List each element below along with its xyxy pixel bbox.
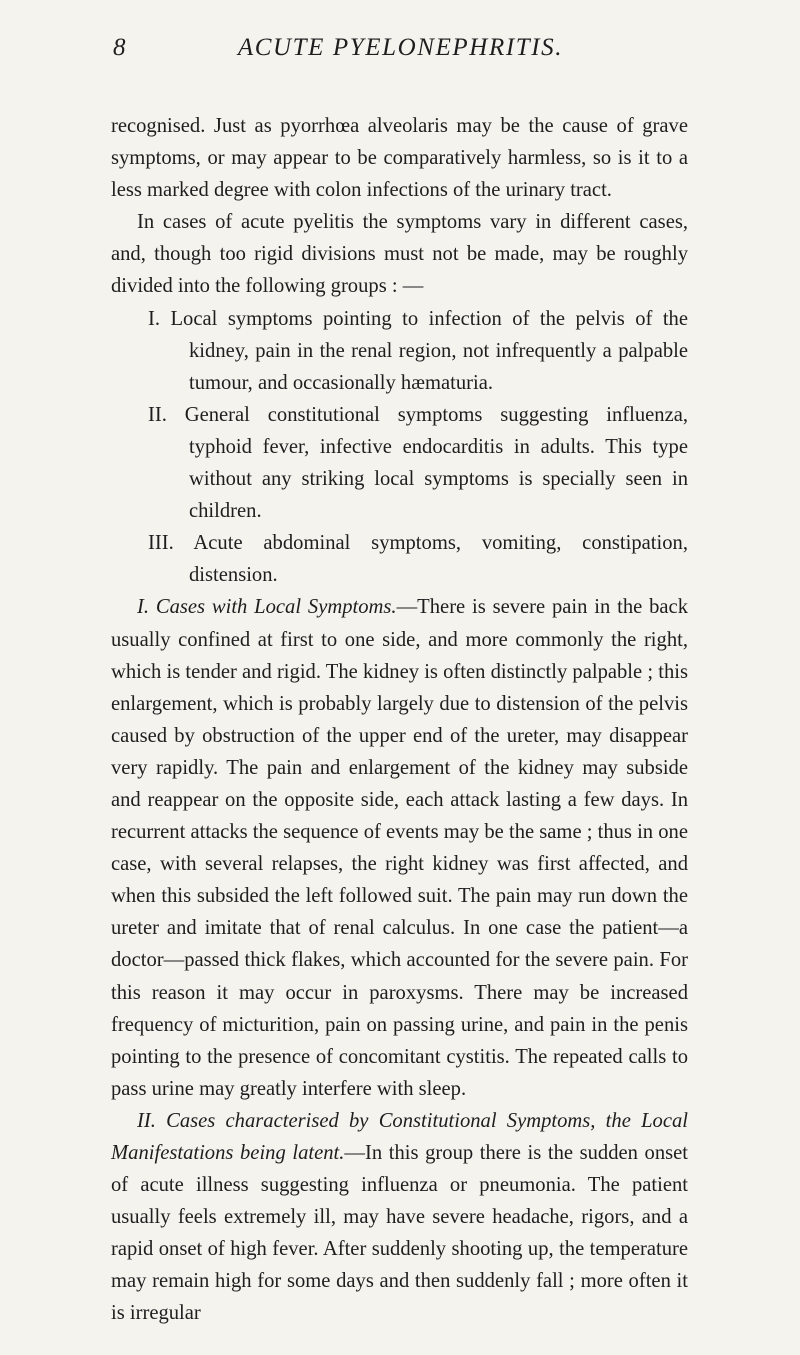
section-local-symptoms-title: I. Cases with Local Symptoms.: [137, 596, 397, 619]
section-local-symptoms-text: —There is severe pain in the back usually confined at first to one side, and more commonly the right, which is tender and rigid. The kidney is often distinctly palpable ; this enlargement, which is probably largely due to distension of the pelvis caused by obstruction of the upper end of the ureter, may disappear very rapidly. The pain and enlargement of the kidney may subside and reappear on the opposite side, each attack lasting a few days. In recurrent attacks the sequence of events may be the same ; thus in one case, with several relapses, the right kidney was first affected, and when this subsided the left followed suit. The pain may run down the ureter and imitate that of renal calculus. In one case the patient—a doctor—passed thick flakes, which accounted for the severe pain. For this reason it may occur in paroxysms. There may be increased frequency of micturition, pain on passing urine, and pain in the penis pointing to the presence of concomitant cystitis. The repeated calls to pass urine may greatly interfere with sleep.: [111, 596, 688, 1100]
group-item-1: I. Local symptoms pointing to infection of the pelvis of the kidney, pain in the renal region, not infrequently a palpable tumour, and occasionally hæmaturia.: [148, 307, 688, 394]
running-title: ACUTE PYELONEPHRITIS.: [237, 34, 564, 61]
group-item-3: III. Acute abdominal symptoms, vomiting, constipation, distension.: [148, 532, 688, 587]
section-constitutional-symptoms-title: II. Cases characterised by Constitutional Symptoms, the Local Manifestations being latent.: [111, 1109, 688, 1164]
section-constitutional-symptoms-text: —In this group there is the sudden onset of acute illness suggesting influenza or pneumonia. The patient usually feels extremely ill, may have severe headache, rigors, and a rapid onset of high fever. After suddenly shooting up, the temperature may remain high for some days and then suddenly fall ; more often it is irregular: [111, 1142, 689, 1325]
page-number: 8: [113, 34, 126, 61]
body-text: [111, 110, 688, 1330]
paragraph-groups: In cases of acute pyelitis the symptoms vary in different cases, and, though too rigid divisions must not be made, may be roughly divided into the following groups : —: [111, 211, 688, 298]
paragraph-intro: recognised. Just as pyorrhœa alveolaris may be the cause of grave symptoms, or may appear to be comparatively harmless, so is it to a less marked degree with colon infections of the urinary tract.: [111, 115, 688, 202]
group-item-2: II. General constitutional symptoms suggesting influenza, typhoid fever, infective endocarditis in adults. This type without any striking local symptoms is specially seen in children.: [148, 403, 688, 523]
section-local-symptoms: [111, 591, 688, 1105]
running-head: [113, 34, 688, 74]
section-constitutional-symptoms: [111, 1105, 688, 1330]
